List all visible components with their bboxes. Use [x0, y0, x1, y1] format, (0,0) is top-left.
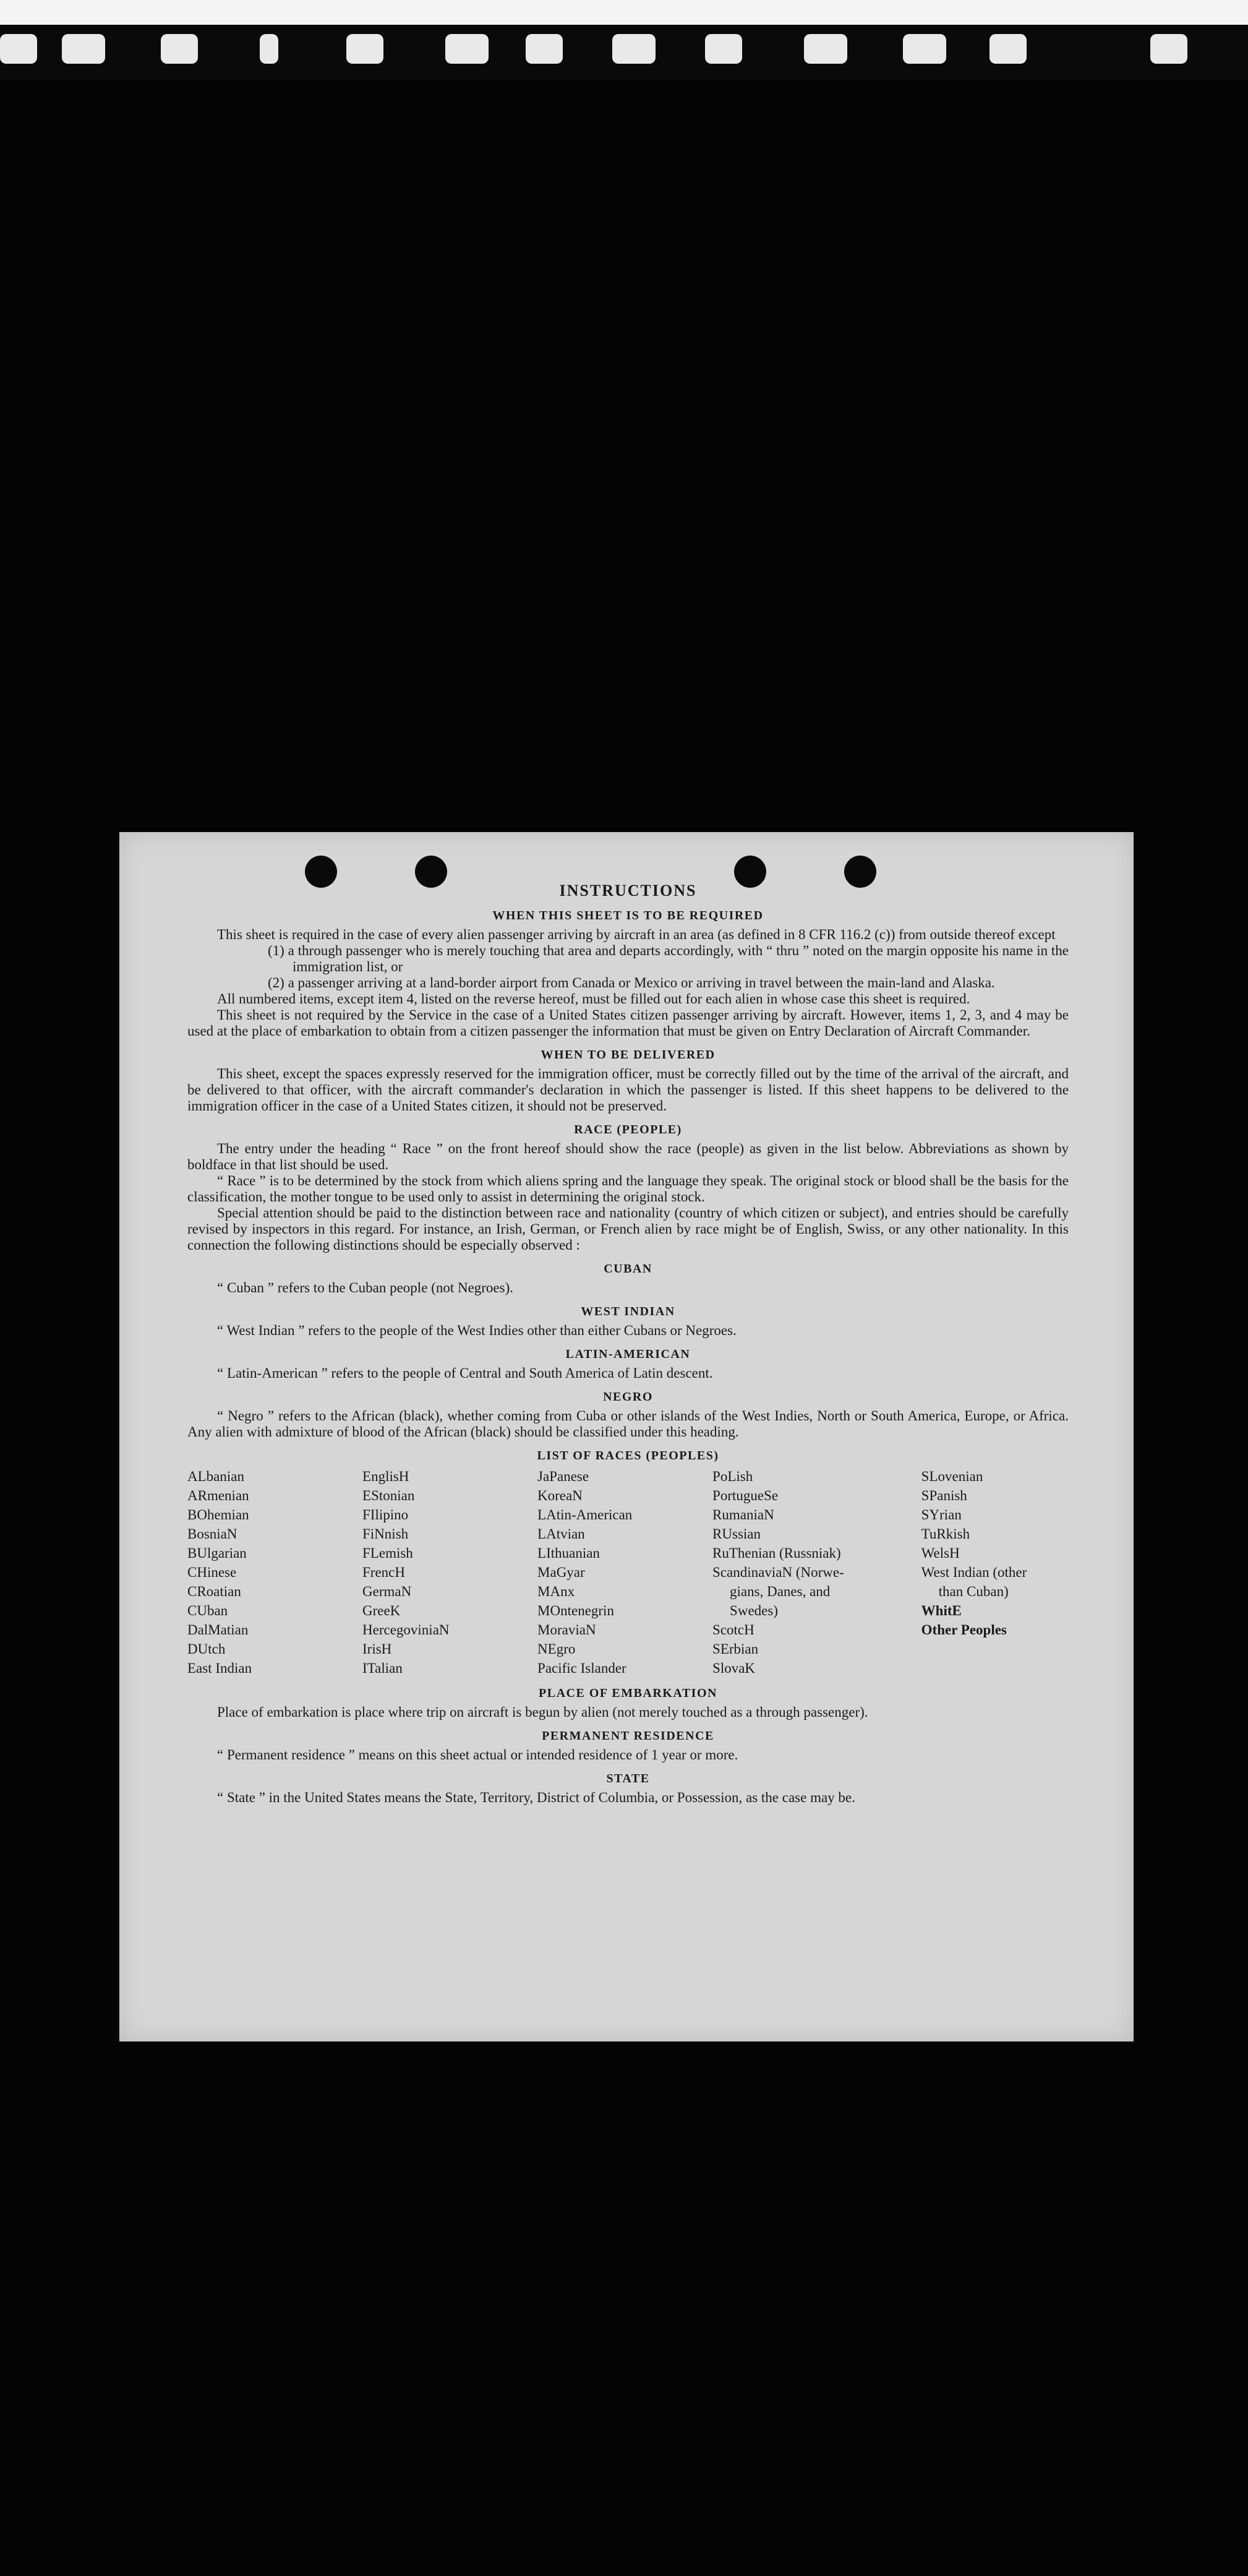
race-item: Other Peoples — [921, 1622, 1007, 1638]
race-item: than Cuban) — [938, 1584, 1009, 1599]
race-item: PoLish — [712, 1469, 753, 1484]
race-item: WhitE — [921, 1603, 962, 1618]
page-title: INSTRUCTIONS — [559, 882, 697, 899]
race-item: RumaniaN — [712, 1507, 774, 1522]
race-item: MOntenegrin — [537, 1603, 614, 1618]
paragraph: This sheet is required in the case of every alien passenger arriving by aircraft in an area (as defined in 8 CFR 116.2 (c)) from outside thereof except — [217, 927, 1056, 942]
section-heading: NEGRO — [603, 1390, 653, 1404]
race-item: SYrian — [921, 1507, 962, 1522]
race-item: ALbanian — [187, 1469, 244, 1484]
race-item: CUban — [187, 1603, 228, 1618]
race-item: ITalian — [362, 1660, 403, 1676]
race-item: LAtvian — [537, 1526, 585, 1542]
race-item: CHinese — [187, 1565, 237, 1580]
race-item: DalMatian — [187, 1622, 249, 1638]
list-item: (2) a passenger arriving at a land-border airport from Canada or Mexico or arriving in travel between the main-land and Alaska. — [268, 975, 995, 990]
paragraph: All numbered items, except item 4, listed on the reverse hereof, must be filled out for each alien in whose case this sheet is required. — [217, 991, 970, 1007]
race-item: HercegoviniaN — [362, 1622, 450, 1638]
section-heading: WEST INDIAN — [581, 1305, 675, 1318]
film-mark — [804, 34, 847, 64]
race-item: ScandinaviaN (Norwe- — [712, 1565, 844, 1580]
section-heading: WHEN THIS SHEET IS TO BE REQUIRED — [492, 909, 764, 922]
paragraph: “ Permanent residence ” means on this sheet actual or intended residence of 1 year or more. — [217, 1747, 738, 1762]
film-mark — [445, 34, 489, 64]
race-item: GreeK — [362, 1603, 401, 1618]
race-item: SPanish — [921, 1488, 967, 1503]
film-mark — [0, 34, 37, 64]
race-item: LIthuanian — [537, 1545, 600, 1561]
section-heading: CUBAN — [604, 1262, 652, 1276]
race-item: JaPanese — [537, 1469, 589, 1484]
race-item: RUssian — [712, 1526, 761, 1542]
section-heading: RACE (PEOPLE) — [574, 1123, 682, 1136]
race-item: SLovenian — [921, 1469, 983, 1484]
race-item: PortugueSe — [712, 1488, 779, 1503]
section-heading: LIST OF RACES (PEOPLES) — [537, 1449, 719, 1462]
film-mark — [903, 34, 946, 64]
paragraph: Place of embarkation is place where trip on aircraft is begun by alien (not merely touched as a through passenger). — [217, 1704, 868, 1720]
race-item: ARmenian — [187, 1488, 249, 1503]
paragraph: This sheet is not required by the Service in the case of a United States citizen passenger arriving by aircraft. However, items 1, 2, 3, and 4 may be used at the place of embarkation to obtain from a citizen passenger the information that must be given on Entry Declaration of Aircraft Commander. — [187, 1007, 1069, 1039]
list-item: (1) a through passenger who is merely touching that area and departs accordingly, with “ thru ” noted on the margin opposite his name in the immigration list, or — [268, 943, 1069, 974]
film-mark — [1150, 34, 1187, 64]
film-mark — [526, 34, 563, 64]
race-item: CRoatian — [187, 1584, 241, 1599]
paragraph: “ Latin-American ” refers to the people of Central and South America of Latin descent. — [217, 1365, 713, 1381]
race-column — [537, 1467, 712, 1678]
race-item: IrisH — [362, 1641, 392, 1657]
race-item: DUtch — [187, 1641, 226, 1657]
race-item: SlovaK — [712, 1660, 756, 1676]
film-mark — [346, 34, 383, 64]
sheet-content — [187, 882, 1069, 1806]
race-item: East Indian — [187, 1660, 252, 1676]
instruction-sheet — [119, 832, 1134, 2041]
race-item: FiNnish — [362, 1526, 409, 1542]
race-item: LAtin-American — [537, 1507, 633, 1522]
race-item: MaGyar — [537, 1565, 585, 1580]
film-strip-header — [0, 0, 1248, 80]
race-item: NEgro — [537, 1641, 576, 1657]
race-item: FrencH — [362, 1565, 405, 1580]
film-mark — [989, 34, 1027, 64]
paragraph: Special attention should be paid to the distinction between race and nationality (country of which citizen or subject), and entries should be carefully revised by inspectors in this regard. For instance, an Irish, German, or French alien by race might be of English, Swiss, or any other nationality. In this connection the following distinctions should be especially observed : — [187, 1205, 1069, 1253]
race-item: BosniaN — [187, 1526, 237, 1542]
race-item: gians, Danes, and — [730, 1584, 831, 1599]
paragraph: “ West Indian ” refers to the people of the West Indies other than either Cubans or Negroes. — [217, 1323, 737, 1338]
race-item: Swedes) — [730, 1603, 778, 1618]
race-item: BOhemian — [187, 1507, 249, 1522]
race-column — [362, 1467, 537, 1678]
paragraph: “ Negro ” refers to the African (black), whether coming from Cuba or other islands of the West Indies, North or South America, Europe, or Africa. Any alien with admixture of blood of the African (black) should be classified under this heading. — [187, 1408, 1069, 1440]
paragraph: “ State ” in the United States means the State, Territory, District of Columbia, or Possession, as the case may be. — [217, 1790, 855, 1805]
race-item: EStonian — [362, 1488, 415, 1503]
section-heading: LATIN-AMERICAN — [565, 1347, 691, 1361]
paragraph: “ Cuban ” refers to the Cuban people (not Negroes). — [217, 1280, 514, 1295]
race-column — [187, 1467, 362, 1678]
film-mark — [161, 34, 198, 64]
race-item: FIlipino — [362, 1507, 409, 1522]
race-item: SErbian — [712, 1641, 759, 1657]
paragraph: “ Race ” is to be determined by the stock from which aliens spring and the language they speak. The original stock or blood shall be the basis for the classification, the mother tongue to be used only to assist in determining the original stock. — [187, 1173, 1069, 1204]
film-mark — [260, 34, 278, 64]
section-heading: WHEN TO BE DELIVERED — [541, 1048, 716, 1062]
race-item: West Indian (other — [921, 1565, 1027, 1580]
race-item: EnglisH — [362, 1469, 409, 1484]
race-item: ScotcH — [712, 1622, 754, 1638]
film-mark — [62, 34, 105, 64]
race-column — [921, 1467, 1069, 1678]
paragraph: The entry under the heading “ Race ” on the front hereof should show the race (people) as given in the list below. Abbreviations as shown by boldface in that list should be used. — [187, 1141, 1069, 1172]
film-mark — [612, 34, 656, 64]
race-item: RuThenian (Russniak) — [712, 1545, 841, 1561]
race-item: TuRkish — [921, 1526, 970, 1542]
paragraph: This sheet, except the spaces expressly reserved for the immigration officer, must be correctly filled out by the time of the arrival of the aircraft, and be delivered to that officer, with the aircraft commander's declaration in which the passenger is listed. If this sheet happens to be delivered to the immigration officer in the case of a United States citizen, it should not be preserved. — [187, 1066, 1069, 1114]
race-item: WelsH — [921, 1545, 960, 1561]
race-column — [712, 1467, 921, 1678]
race-list — [187, 1467, 1069, 1678]
race-item: FLemish — [362, 1545, 413, 1561]
race-item: MAnx — [537, 1584, 575, 1599]
race-item: GermaN — [362, 1584, 412, 1599]
race-item: KoreaN — [537, 1488, 583, 1503]
section-heading: PERMANENT RESIDENCE — [542, 1729, 714, 1743]
race-item: Pacific Islander — [537, 1660, 626, 1676]
race-item: BUlgarian — [187, 1545, 247, 1561]
film-mark — [705, 34, 742, 64]
section-heading: STATE — [606, 1772, 650, 1785]
section-heading: PLACE OF EMBARKATION — [539, 1686, 717, 1700]
race-item: MoraviaN — [537, 1622, 596, 1638]
